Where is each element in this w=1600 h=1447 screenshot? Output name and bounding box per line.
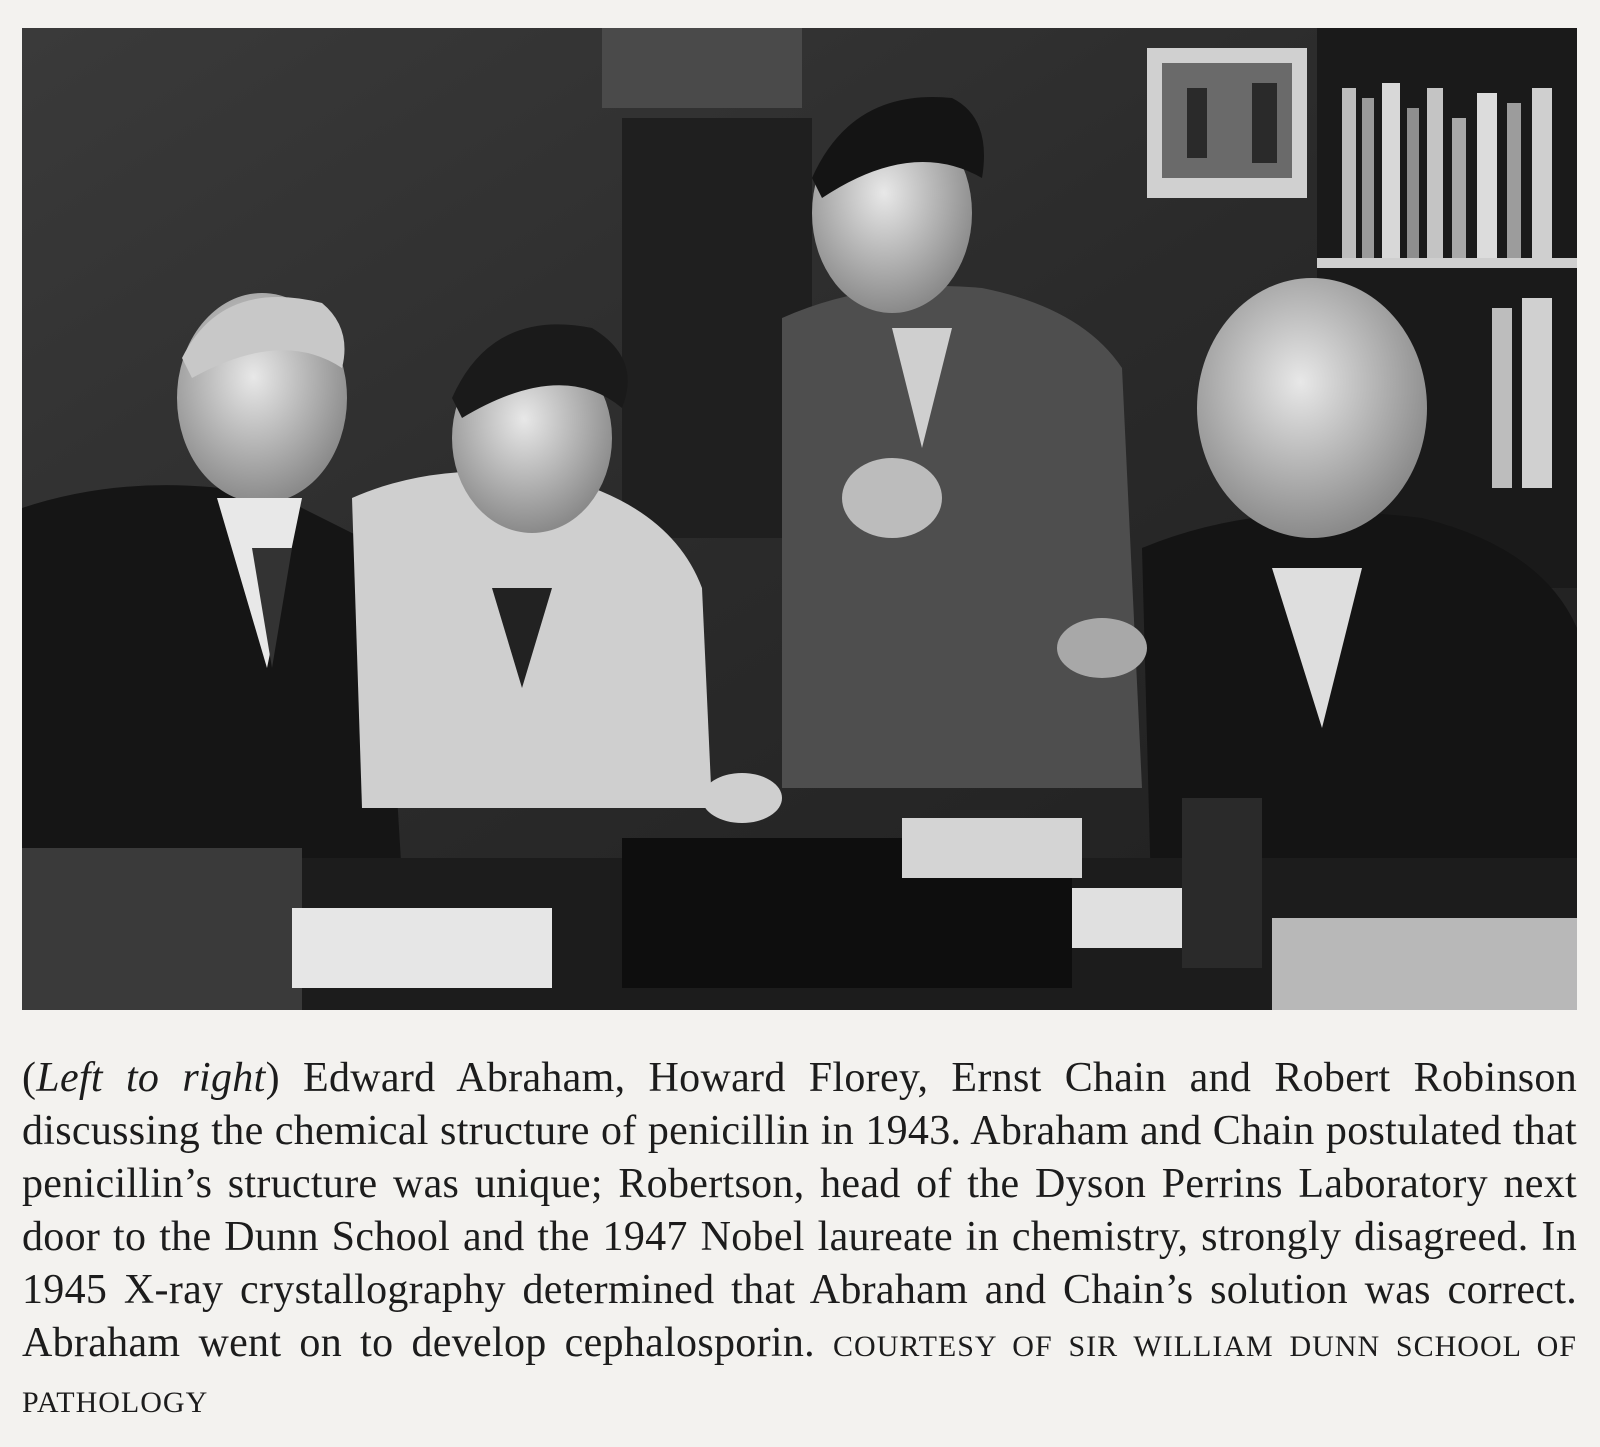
caption-body: Edward Abraham, Howard Florey, Ernst Chain and Robert Robinson discussing the chemical structure of penicillin in 1943. Abraham and Chain postulated that penicillin’s structure was unique; Robertson, head of the Dyson Perrins Laboratory next door to the Dunn School and the 1947 Nobel laureate in chemistry, strongly disagreed. In 1945 X-ray crystallography determined that Abraham and Chain’s solution was correct. Abraham went on to develop cephalosporin. — [22, 1055, 1577, 1366]
wall-picture-frame — [1147, 48, 1307, 198]
caption-lead-close: ) — [265, 1055, 280, 1101]
wall-panel — [602, 28, 802, 108]
photo-caption — [22, 1052, 1577, 1429]
caption-lead: Left to right — [36, 1055, 266, 1101]
historical-photograph — [22, 28, 1577, 1010]
photo-credit: COURTESY OF SIR WILLIAM DUNN SCHOOL OF PATHOLOGY — [22, 1330, 1577, 1419]
caption-lead-open: ( — [22, 1055, 37, 1101]
